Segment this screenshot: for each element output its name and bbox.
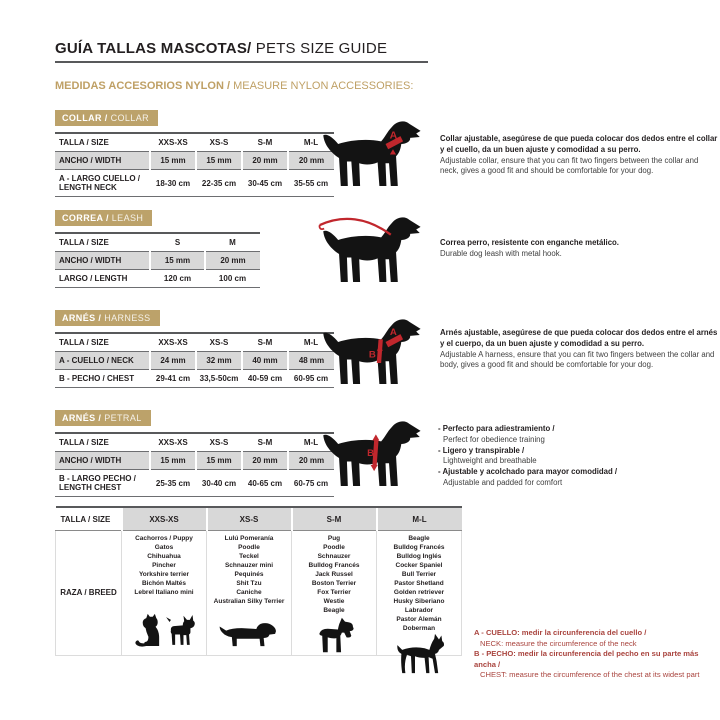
breed-name: Lebrel Italiano mini bbox=[134, 589, 194, 596]
leash-line bbox=[320, 219, 391, 235]
size-value-cell: XXS-XS bbox=[150, 133, 196, 152]
breed-name: Beagle bbox=[408, 535, 430, 542]
row-label-cell: TALLA / SIZE bbox=[55, 233, 150, 252]
raza-breed-label-cell bbox=[56, 531, 122, 656]
breed-name: Australian Silky Terrier bbox=[213, 598, 285, 605]
size-value-cell: 40 mm bbox=[242, 352, 288, 370]
breed-name: Lulú Pomeranía bbox=[224, 535, 274, 542]
breed-list bbox=[207, 531, 291, 606]
row-label-cell: TALLA / SIZE bbox=[55, 433, 150, 452]
table-row bbox=[55, 170, 334, 197]
size-value-cell: 15 mm bbox=[150, 452, 196, 470]
cat-and-chihuahua-silhouette bbox=[122, 611, 206, 655]
page-subtitle bbox=[55, 80, 413, 92]
leash-description-en: Durable dog leash with metal hook. bbox=[440, 248, 562, 258]
size-value-cell: XXS-XS bbox=[150, 433, 196, 452]
dachshund-silhouette bbox=[207, 620, 291, 655]
petral-badge-en: PETRAL bbox=[101, 413, 142, 423]
collar-description bbox=[440, 134, 718, 177]
page-title-es: GUÍA TALLAS MASCOTAS/ bbox=[55, 40, 252, 57]
breed-name: Jack Russel bbox=[315, 571, 353, 578]
leash-badge-en: LEASH bbox=[108, 213, 144, 223]
size-value-cell: 15 mm bbox=[150, 152, 196, 170]
size-value-cell: 29-41 cm bbox=[150, 370, 196, 388]
note-regular-line: NECK: measure the circumference of the neck bbox=[480, 638, 637, 648]
table-row bbox=[55, 252, 260, 270]
size-column-header: M-L bbox=[377, 507, 462, 531]
feature-es: - Ligero y transpirable / bbox=[438, 445, 525, 455]
collar-badge-en: COLLAR bbox=[107, 113, 150, 123]
breed-name: Poodle bbox=[323, 544, 345, 551]
leash-description-es: Correa perro, resistente con enganche metálico. bbox=[440, 238, 619, 247]
table-row bbox=[55, 452, 334, 470]
size-value-cell: M-L bbox=[288, 133, 334, 152]
feature-es: - Perfecto para adiestramiento / bbox=[438, 424, 555, 433]
breed-name: Pincher bbox=[152, 562, 176, 569]
size-value-cell: S-M bbox=[242, 433, 288, 452]
doberman-icon bbox=[391, 633, 447, 678]
dachshund-icon bbox=[217, 620, 281, 651]
harness-description-en: Adjustable A harness, ensure that you can fit two fingers between the collar and body, gives a good fit and should be comfortable for your dog. bbox=[440, 349, 715, 370]
petral-dog-illustration bbox=[318, 414, 432, 502]
size-value-cell: 33,5-50cm bbox=[196, 370, 242, 388]
row-label-cell: A - CUELLO / NECK bbox=[55, 352, 150, 370]
leash-size-table bbox=[55, 232, 260, 288]
petral-arrow-down-icon bbox=[371, 465, 378, 471]
size-value-cell: M-L bbox=[288, 333, 334, 352]
breed-name: Yorkshire terrier bbox=[138, 571, 190, 578]
size-value-cell: 100 cm bbox=[205, 270, 260, 288]
leash-badge bbox=[55, 210, 152, 226]
size-value-cell: 35-55 cm bbox=[288, 170, 334, 197]
raza-breed-label: RAZA / BREED bbox=[60, 588, 117, 597]
breed-column-M-L bbox=[377, 531, 462, 656]
breed-name: Cachorros / Puppy bbox=[135, 535, 193, 542]
size-value-cell: 20 mm bbox=[205, 252, 260, 270]
breed-name: Doberman bbox=[402, 625, 436, 632]
size-value-cell: 24 mm bbox=[150, 352, 196, 370]
breed-table-body-row bbox=[56, 531, 462, 656]
row-label-cell: ANCHO / WIDTH bbox=[55, 452, 150, 470]
table-row bbox=[55, 152, 334, 170]
petral-feature-list bbox=[438, 424, 716, 489]
size-value-cell: 15 mm bbox=[150, 252, 205, 270]
breed-name: Pug bbox=[327, 535, 341, 542]
note-bold-line: B - PECHO: medir la circunferencia del pecho en su parte más ancha / bbox=[474, 649, 699, 669]
breed-list bbox=[377, 531, 461, 633]
breed-name: Bull Terrier bbox=[401, 571, 437, 578]
schnauzer-silhouette bbox=[292, 615, 376, 659]
breed-name: Fox Terrier bbox=[317, 589, 351, 596]
breed-list bbox=[122, 531, 206, 597]
size-value-cell: 18-30 cm bbox=[150, 170, 196, 197]
harness-dog-illustration bbox=[318, 312, 432, 400]
table-row bbox=[55, 352, 334, 370]
page-title bbox=[55, 40, 428, 63]
size-value-cell: XS-S bbox=[196, 333, 242, 352]
breed-name: Boston Terrier bbox=[311, 580, 357, 587]
breed-name: Cocker Spaniel bbox=[395, 562, 443, 569]
size-value-cell: 22-35 cm bbox=[196, 170, 242, 197]
harness-badge bbox=[55, 310, 160, 326]
row-label-cell: TALLA / SIZE bbox=[55, 333, 150, 352]
breed-column-XXS-XS bbox=[122, 531, 207, 656]
feature-item bbox=[438, 467, 716, 489]
feature-item bbox=[438, 446, 716, 468]
row-label-cell: TALLA / SIZE bbox=[55, 133, 150, 152]
feature-en: Lightweight and breathable bbox=[443, 456, 537, 466]
size-value-cell: 32 mm bbox=[196, 352, 242, 370]
row-label-cell: ANCHO / WIDTH bbox=[55, 252, 150, 270]
table-row bbox=[55, 133, 334, 152]
table-row bbox=[55, 333, 334, 352]
page-title-en: PETS SIZE GUIDE bbox=[251, 40, 388, 57]
row-label-cell: LARGO / LENGTH bbox=[55, 270, 150, 288]
breed-name: Pastor Shetland bbox=[394, 580, 444, 587]
breed-name: Teckel bbox=[239, 553, 259, 560]
page-subtitle-es: MEDIDAS ACCESORIOS NYLON / bbox=[55, 80, 234, 92]
breed-table bbox=[55, 506, 462, 656]
size-value-cell: 40-65 cm bbox=[242, 470, 288, 497]
table-row bbox=[55, 433, 334, 452]
size-value-cell: 25-35 cm bbox=[150, 470, 196, 497]
breed-name: Chihuahua bbox=[147, 553, 181, 560]
size-value-cell: XS-S bbox=[196, 133, 242, 152]
feature-en: Perfect for obedience training bbox=[443, 434, 545, 444]
page-subtitle-en: MEASURE NYLON ACCESSORIES: bbox=[233, 80, 414, 92]
breed-table-header bbox=[56, 507, 462, 531]
size-value-cell: S-M bbox=[242, 333, 288, 352]
collar-badge bbox=[55, 110, 158, 126]
size-value-cell: S bbox=[150, 233, 205, 252]
breed-name: Pastor Alemán bbox=[396, 616, 442, 623]
breed-list bbox=[292, 531, 376, 615]
petral-size-table bbox=[55, 432, 334, 497]
breed-column-XS-S bbox=[207, 531, 292, 656]
size-value-cell: 20 mm bbox=[242, 452, 288, 470]
size-value-cell: 30-40 cm bbox=[196, 470, 242, 497]
table-row bbox=[55, 470, 334, 497]
breed-name: Schnauzer mini bbox=[224, 562, 274, 569]
collar-description-es: Collar ajustable, asegúrese de que pueda colocar dos dedos entre el collar y el cuello, da un buen ajuste y comodidad a su perro. bbox=[440, 134, 718, 154]
harness-marker-letter-b: B bbox=[368, 349, 376, 361]
breed-name: Bulldog Francés bbox=[393, 544, 445, 551]
breed-name: Westie bbox=[323, 598, 345, 605]
breed-name: Labrador bbox=[404, 607, 434, 614]
leash-description bbox=[440, 238, 718, 260]
size-value-cell: 20 mm bbox=[288, 152, 334, 170]
breed-name: Schnauzer bbox=[317, 553, 351, 560]
breed-name: Caniche bbox=[236, 589, 262, 596]
petral-marker-letter-b: B bbox=[367, 448, 375, 460]
breed-name: Bulldog Francés bbox=[308, 562, 360, 569]
breed-name: Golden retriever bbox=[393, 589, 445, 596]
size-value-cell: 20 mm bbox=[242, 152, 288, 170]
collar-description-en: Adjustable collar, ensure that you can fit two fingers between the collar and neck, gives a good fit and should be comfortable for your dog. bbox=[440, 155, 699, 176]
size-value-cell: 15 mm bbox=[196, 152, 242, 170]
petral-badge bbox=[55, 410, 151, 426]
petral-arrow-up-icon bbox=[372, 434, 379, 440]
breed-name: Gatos bbox=[154, 544, 174, 551]
row-label-cell: A - LARGO CUELLO / LENGTH NECK bbox=[55, 170, 150, 197]
note-regular-line: CHEST: measure the circumference of the chest at its widest part bbox=[480, 670, 700, 680]
harness-marker-letter-a: A bbox=[389, 326, 397, 338]
feature-item bbox=[438, 424, 716, 446]
collar-size-table bbox=[55, 132, 334, 197]
note-bold-line: A - CUELLO: medir la circunferencia del cuello / bbox=[474, 628, 647, 637]
collar-marker-letter-a: A bbox=[389, 129, 398, 142]
size-value-cell: 120 cm bbox=[150, 270, 205, 288]
feature-en: Adjustable and padded for comfort bbox=[443, 477, 563, 487]
row-label-cell: B - PECHO / CHEST bbox=[55, 370, 150, 388]
table-row bbox=[55, 233, 260, 252]
chihuahua-icon bbox=[164, 611, 196, 651]
row-label-cell: ANCHO / WIDTH bbox=[55, 152, 150, 170]
dog-silhouette bbox=[323, 121, 420, 186]
size-value-cell: S-M bbox=[242, 133, 288, 152]
leash-dog-illustration bbox=[318, 210, 432, 298]
size-value-cell: 48 mm bbox=[288, 352, 334, 370]
feature-es: - Ajustable y acolchado para mayor comodidad / bbox=[438, 467, 618, 477]
size-column-header: S-M bbox=[292, 507, 377, 531]
schnauzer-icon bbox=[312, 615, 356, 655]
doberman-silhouette bbox=[377, 633, 461, 682]
table-row bbox=[55, 370, 334, 388]
petral-badge-es: ARNÉS / bbox=[62, 413, 102, 423]
breed-column-S-M bbox=[292, 531, 377, 656]
breed-name: Bichón Maltés bbox=[141, 580, 187, 587]
breed-name: Shit Tzu bbox=[236, 580, 262, 587]
size-label-header: TALLA / SIZE bbox=[56, 507, 122, 531]
cat-icon bbox=[132, 611, 162, 651]
harness-size-table bbox=[55, 332, 334, 388]
size-value-cell: 20 mm bbox=[288, 452, 334, 470]
breed-name: Beagle bbox=[323, 607, 345, 614]
dog-silhouette bbox=[323, 217, 420, 282]
collar-dog-illustration bbox=[318, 114, 432, 202]
harness-badge-en: HARNESS bbox=[101, 313, 151, 323]
size-column-header: XS-S bbox=[207, 507, 292, 531]
size-column-header: XXS-XS bbox=[122, 507, 207, 531]
collar-badge-es: COLLAR / bbox=[62, 113, 108, 123]
breed-name: Pequinés bbox=[234, 571, 264, 578]
size-value-cell: M-L bbox=[288, 433, 334, 452]
row-label-cell: B - LARGO PECHO / LENGTH CHEST bbox=[55, 470, 150, 497]
size-value-cell: 40-59 cm bbox=[242, 370, 288, 388]
table-row bbox=[55, 270, 260, 288]
size-value-cell: 30-45 cm bbox=[242, 170, 288, 197]
harness-badge-es: ARNÉS / bbox=[62, 313, 102, 323]
breed-name: Husky Siberiano bbox=[393, 598, 445, 605]
size-value-cell: 60-95 cm bbox=[288, 370, 334, 388]
size-value-cell: M bbox=[205, 233, 260, 252]
leash-badge-es: CORREA / bbox=[62, 213, 109, 223]
measurement-notes bbox=[474, 628, 716, 681]
size-value-cell: XXS-XS bbox=[150, 333, 196, 352]
size-value-cell: 60-75 cm bbox=[288, 470, 334, 497]
breed-name: Poodle bbox=[238, 544, 260, 551]
harness-description bbox=[440, 328, 718, 371]
harness-description-es: Arnés ajustable, asegúrese de que pueda colocar dos dedos entre el arnés y el cuerpo, da un buen ajuste y comodidad a su perro. bbox=[440, 328, 718, 348]
size-value-cell: 15 mm bbox=[196, 452, 242, 470]
breed-name: Bulldog Inglés bbox=[396, 553, 442, 560]
leash-line-end bbox=[320, 225, 325, 229]
size-value-cell: XS-S bbox=[196, 433, 242, 452]
